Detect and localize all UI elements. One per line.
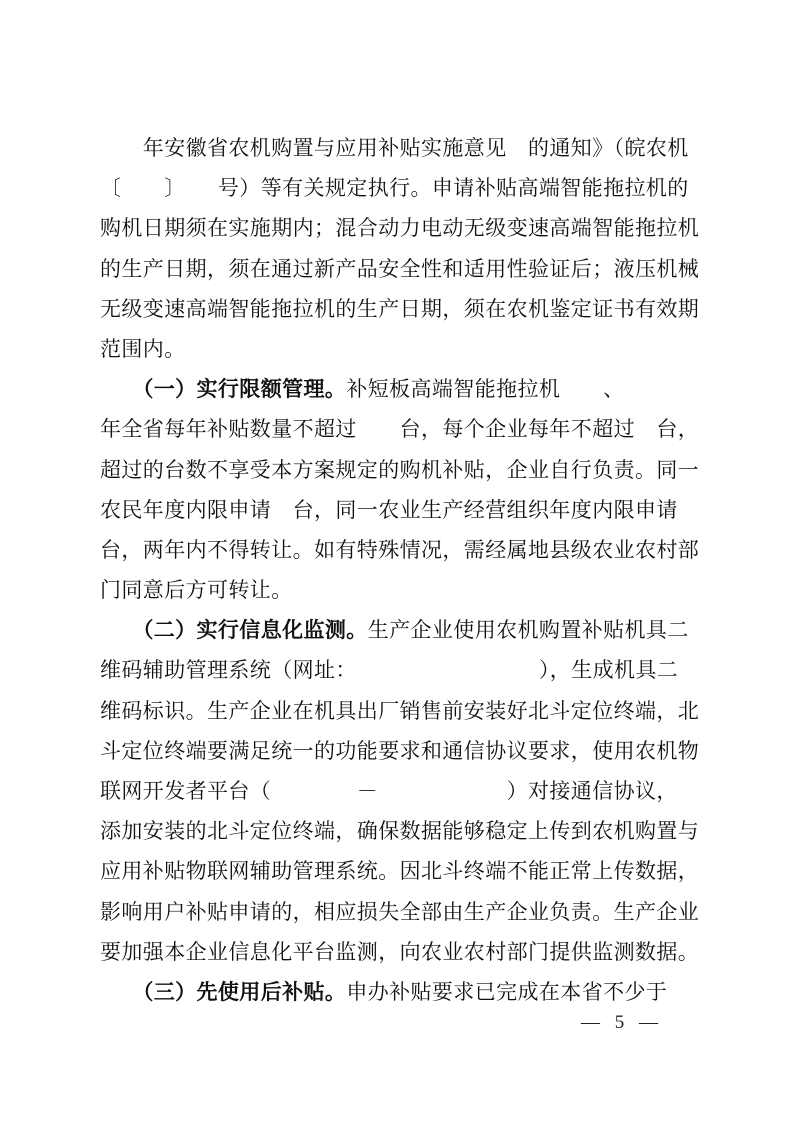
- text-line: [100, 490, 706, 530]
- text-line: [100, 570, 706, 610]
- text-run: 要加强本企业信息化平台监测，向农业农村部门提供监测数据。: [100, 939, 700, 964]
- text-run: 范围内。: [100, 336, 186, 361]
- document-body-text: [100, 128, 706, 1012]
- text-line: [100, 892, 706, 932]
- page-number: — 5 —: [581, 1012, 663, 1033]
- text-run: 门同意后方可转让。: [100, 578, 293, 603]
- text-line: [100, 450, 706, 490]
- heading-run: （二）实行信息化监测。: [142, 618, 368, 643]
- text-run: [100, 980, 143, 1004]
- text-line: [100, 771, 706, 811]
- text-run: 申办补贴要求已完成在本省不少于: [346, 979, 668, 1004]
- text-run: 无级变速高端智能拖拉机的生产日期，须在农机鉴定证书有效期: [100, 296, 700, 321]
- text-run: 联网开发者平台（ － ）对接通信协议，: [100, 779, 678, 803]
- text-run: 维码辅助管理系统（网址： ），生成机具二: [100, 658, 679, 683]
- text-run: 斗定位终端要满足统一的功能要求和通信协议要求，使用农机物: [100, 738, 700, 763]
- text-run: 超过的台数不享受本方案规定的购机补贴，企业自行负责。同一: [100, 457, 700, 482]
- text-run: 生产企业使用农机购置补贴机具二: [367, 618, 689, 643]
- text-run: [100, 618, 143, 642]
- text-line: [100, 289, 706, 329]
- text-line: [100, 329, 706, 369]
- text-run: 农民年度内限申请 台，同一农业生产经营组织年度内限申请: [100, 497, 678, 522]
- text-line: [100, 731, 706, 771]
- text-run: 的生产日期，须在通过新产品安全性和适用性验证后；液压机械: [100, 256, 700, 281]
- text-run: 台，两年内不得转让。如有特殊情况，需经属地县级农业农村部: [100, 537, 700, 562]
- text-line: [100, 409, 706, 449]
- text-line: [100, 650, 706, 690]
- text-run: 维码标识。生产企业在机具出厂销售前安装好北斗定位终端，北: [100, 698, 700, 723]
- heading-run: （一）实行限额管理。: [142, 377, 347, 402]
- text-run: 〔 〕 号）等有关规定执行。申请补贴高端智能拖拉机的: [100, 176, 689, 201]
- text-run: 年全省每年补贴数量不超过 台，每个企业每年不超过 台，: [100, 417, 700, 442]
- text-line: [100, 530, 706, 570]
- heading-run: （三）先使用后补贴。: [142, 979, 347, 1004]
- text-run: 年安徽省农机购置与应用补贴实施意见 的通知》（皖农机: [100, 136, 689, 160]
- text-line: [100, 208, 706, 248]
- text-line: [100, 691, 706, 731]
- text-line: [100, 972, 706, 1012]
- text-line: [100, 932, 706, 972]
- text-line: [100, 851, 706, 891]
- text-run: 补短板高端智能拖拉机 、: [346, 377, 625, 402]
- text-run: 添加安装的北斗定位终端，确保数据能够稳定上传到农机购置与: [100, 819, 700, 844]
- text-line: [100, 811, 706, 851]
- text-line: [100, 168, 706, 208]
- text-line: [100, 610, 706, 650]
- text-line: [100, 249, 706, 289]
- text-line: [100, 369, 706, 409]
- text-line: [100, 128, 706, 168]
- text-run: [100, 377, 143, 401]
- text-run: 影响用户补贴申请的，相应损失全部由生产企业负责。生产企业: [100, 899, 700, 924]
- text-run: 购机日期须在实施期内；混合动力电动无级变速高端智能拖拉机: [100, 216, 700, 241]
- text-run: 应用补贴物联网辅助管理系统。因北斗终端不能正常上传数据，: [100, 859, 700, 884]
